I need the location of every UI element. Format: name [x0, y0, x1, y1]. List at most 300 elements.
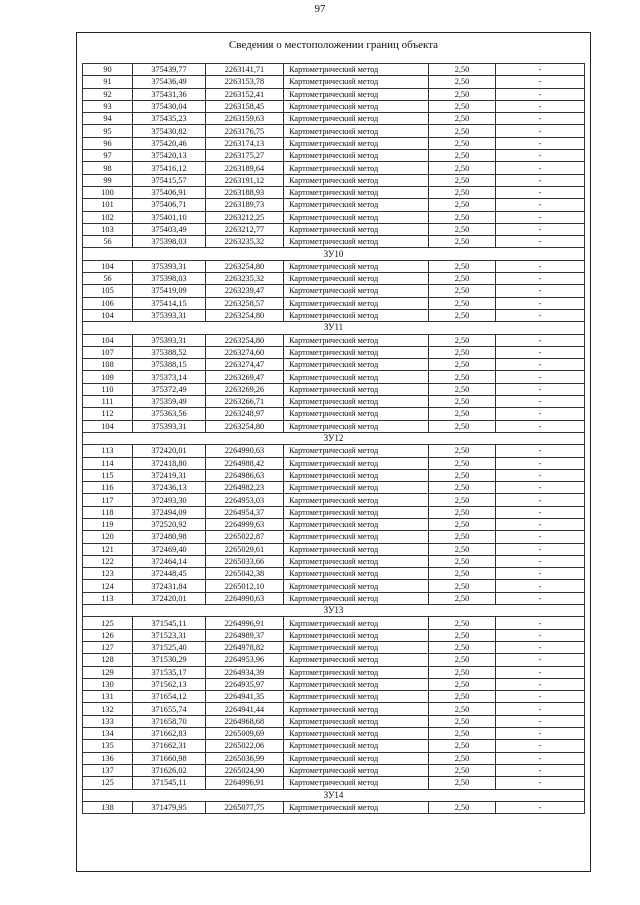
point-number-cell: 127 — [83, 641, 133, 653]
point-number-cell: 103 — [83, 223, 133, 235]
accuracy-cell: 2,50 — [429, 555, 496, 567]
accuracy-cell: 2,50 — [429, 113, 496, 125]
accuracy-cell: 2,50 — [429, 186, 496, 198]
table-row — [83, 334, 585, 346]
x-coordinate-cell: 372436,13 — [133, 482, 206, 494]
x-coordinate-cell: 375393,31 — [133, 260, 206, 272]
table-row — [83, 174, 585, 186]
point-number-cell: 92 — [83, 88, 133, 100]
point-number-cell: 133 — [83, 715, 133, 727]
table-row — [83, 555, 585, 567]
x-coordinate-cell: 375388,52 — [133, 346, 206, 358]
point-number-cell: 99 — [83, 174, 133, 186]
note-cell: - — [496, 445, 585, 457]
accuracy-cell: 2,50 — [429, 100, 496, 112]
table-row — [83, 445, 585, 457]
method-cell: Картометрический метод — [284, 715, 429, 727]
y-coordinate-cell: 2265024,90 — [206, 764, 284, 776]
method-cell: Картометрический метод — [284, 555, 429, 567]
table-row — [83, 273, 585, 285]
y-coordinate-cell: 2264990,63 — [206, 592, 284, 604]
section-label: ЗУ14 — [83, 789, 585, 801]
note-cell: - — [496, 629, 585, 641]
point-number-cell: 120 — [83, 531, 133, 543]
point-number-cell: 56 — [83, 236, 133, 248]
note-cell: - — [496, 494, 585, 506]
accuracy-cell: 2,50 — [429, 162, 496, 174]
note-cell: - — [496, 125, 585, 137]
note-cell: - — [496, 162, 585, 174]
y-coordinate-cell: 2265033,66 — [206, 555, 284, 567]
x-coordinate-cell: 375419,09 — [133, 285, 206, 297]
page-number: 97 — [314, 3, 326, 15]
table-row — [83, 740, 585, 752]
table-row — [83, 728, 585, 740]
y-coordinate-cell: 2264978,82 — [206, 641, 284, 653]
y-coordinate-cell: 2263258,57 — [206, 297, 284, 309]
method-cell: Картометрический метод — [284, 641, 429, 653]
table-row — [83, 309, 585, 321]
table-row — [83, 223, 585, 235]
point-number-cell: 96 — [83, 137, 133, 149]
accuracy-cell: 2,50 — [429, 64, 496, 76]
point-number-cell: 126 — [83, 629, 133, 641]
note-cell: - — [496, 76, 585, 88]
note-cell: - — [496, 371, 585, 383]
y-coordinate-cell: 2263174,13 — [206, 137, 284, 149]
accuracy-cell: 2,50 — [429, 764, 496, 776]
x-coordinate-cell: 371523,31 — [133, 629, 206, 641]
accuracy-cell: 2,50 — [429, 482, 496, 494]
note-cell: - — [496, 457, 585, 469]
x-coordinate-cell: 375420,13 — [133, 150, 206, 162]
x-coordinate-cell: 371479,95 — [133, 801, 206, 813]
x-coordinate-cell: 371545,11 — [133, 777, 206, 789]
y-coordinate-cell: 2263176,75 — [206, 125, 284, 137]
method-cell: Картометрический метод — [284, 199, 429, 211]
point-number-cell: 112 — [83, 408, 133, 420]
table-row — [83, 371, 585, 383]
note-cell: - — [496, 752, 585, 764]
method-cell: Картометрический метод — [284, 703, 429, 715]
table-row — [83, 752, 585, 764]
y-coordinate-cell: 2263152,41 — [206, 88, 284, 100]
y-coordinate-cell: 2263212,25 — [206, 211, 284, 223]
point-number-cell: 110 — [83, 383, 133, 395]
y-coordinate-cell: 2263235,32 — [206, 236, 284, 248]
note-cell: - — [496, 531, 585, 543]
y-coordinate-cell: 2263235,32 — [206, 273, 284, 285]
table-row — [83, 580, 585, 592]
note-cell: - — [496, 555, 585, 567]
method-cell: Картометрический метод — [284, 186, 429, 198]
point-number-cell: 123 — [83, 568, 133, 580]
x-coordinate-cell: 375406,71 — [133, 199, 206, 211]
note-cell: - — [496, 150, 585, 162]
point-number-cell: 93 — [83, 100, 133, 112]
point-number-cell: 102 — [83, 211, 133, 223]
accuracy-cell: 2,50 — [429, 715, 496, 727]
x-coordinate-cell: 372493,30 — [133, 494, 206, 506]
section-label: ЗУ10 — [83, 248, 585, 260]
point-number-cell: 56 — [83, 273, 133, 285]
table-row — [83, 764, 585, 776]
note-cell: - — [496, 678, 585, 690]
x-coordinate-cell: 371545,11 — [133, 617, 206, 629]
accuracy-cell: 2,50 — [429, 76, 496, 88]
section-label: ЗУ13 — [83, 605, 585, 617]
table-row — [83, 568, 585, 580]
y-coordinate-cell: 2264968,68 — [206, 715, 284, 727]
accuracy-cell: 2,50 — [429, 654, 496, 666]
note-cell: - — [496, 334, 585, 346]
x-coordinate-cell: 375403,49 — [133, 223, 206, 235]
accuracy-cell: 2,50 — [429, 150, 496, 162]
y-coordinate-cell: 2263188,93 — [206, 186, 284, 198]
note-cell: - — [496, 740, 585, 752]
point-number-cell: 131 — [83, 691, 133, 703]
y-coordinate-cell: 2263248,97 — [206, 408, 284, 420]
accuracy-cell: 2,50 — [429, 629, 496, 641]
note-cell: - — [496, 211, 585, 223]
accuracy-cell: 2,50 — [429, 703, 496, 715]
point-number-cell: 95 — [83, 125, 133, 137]
boundary-table-frame — [76, 32, 591, 872]
y-coordinate-cell: 2264953,03 — [206, 494, 284, 506]
y-coordinate-cell: 2263254,80 — [206, 334, 284, 346]
y-coordinate-cell: 2263254,80 — [206, 260, 284, 272]
point-number-cell: 100 — [83, 186, 133, 198]
table-row — [83, 617, 585, 629]
table-row — [83, 420, 585, 432]
accuracy-cell: 2,50 — [429, 801, 496, 813]
method-cell: Картометрический метод — [284, 88, 429, 100]
table-row — [83, 666, 585, 678]
accuracy-cell: 2,50 — [429, 396, 496, 408]
y-coordinate-cell: 2263269,26 — [206, 383, 284, 395]
table-row — [83, 457, 585, 469]
x-coordinate-cell: 372431,84 — [133, 580, 206, 592]
point-number-cell: 98 — [83, 162, 133, 174]
y-coordinate-cell: 2264941,35 — [206, 691, 284, 703]
note-cell: - — [496, 715, 585, 727]
table-row — [83, 629, 585, 641]
accuracy-cell: 2,50 — [429, 518, 496, 530]
table-row — [83, 76, 585, 88]
y-coordinate-cell: 2263141,71 — [206, 64, 284, 76]
point-number-cell: 94 — [83, 113, 133, 125]
x-coordinate-cell: 371662,83 — [133, 728, 206, 740]
y-coordinate-cell: 2265012,10 — [206, 580, 284, 592]
x-coordinate-cell: 375393,31 — [133, 309, 206, 321]
note-cell: - — [496, 408, 585, 420]
method-cell: Картометрический метод — [284, 728, 429, 740]
x-coordinate-cell: 372480,98 — [133, 531, 206, 543]
y-coordinate-cell: 2265022,87 — [206, 531, 284, 543]
method-cell: Картометрический метод — [284, 518, 429, 530]
note-cell: - — [496, 580, 585, 592]
y-coordinate-cell: 2265036,99 — [206, 752, 284, 764]
note-cell: - — [496, 137, 585, 149]
point-number-cell: 124 — [83, 580, 133, 592]
method-cell: Картометрический метод — [284, 469, 429, 481]
x-coordinate-cell: 372418,80 — [133, 457, 206, 469]
accuracy-cell: 2,50 — [429, 728, 496, 740]
point-number-cell: 91 — [83, 76, 133, 88]
note-cell: - — [496, 199, 585, 211]
point-number-cell: 107 — [83, 346, 133, 358]
accuracy-cell: 2,50 — [429, 371, 496, 383]
x-coordinate-cell: 375414,15 — [133, 297, 206, 309]
note-cell: - — [496, 469, 585, 481]
section-row — [83, 322, 585, 334]
note-cell: - — [496, 703, 585, 715]
y-coordinate-cell: 2264988,42 — [206, 457, 284, 469]
method-cell: Картометрический метод — [284, 100, 429, 112]
point-number-cell: 90 — [83, 64, 133, 76]
accuracy-cell: 2,50 — [429, 752, 496, 764]
point-number-cell: 108 — [83, 359, 133, 371]
method-cell: Картометрический метод — [284, 580, 429, 592]
method-cell: Картометрический метод — [284, 666, 429, 678]
table-row — [83, 641, 585, 653]
table-title: Сведения о местоположении границ объекта — [228, 39, 439, 51]
x-coordinate-cell: 372469,40 — [133, 543, 206, 555]
point-number-cell: 128 — [83, 654, 133, 666]
method-cell: Картометрический метод — [284, 297, 429, 309]
x-coordinate-cell: 372419,31 — [133, 469, 206, 481]
x-coordinate-cell: 372420,01 — [133, 592, 206, 604]
method-cell: Картометрический метод — [284, 309, 429, 321]
note-cell: - — [496, 543, 585, 555]
point-number-cell: 97 — [83, 150, 133, 162]
table-row — [83, 531, 585, 543]
section-row — [83, 789, 585, 801]
point-number-cell: 105 — [83, 285, 133, 297]
note-cell: - — [496, 285, 585, 297]
note-cell: - — [496, 691, 585, 703]
y-coordinate-cell: 2263175,27 — [206, 150, 284, 162]
note-cell: - — [496, 260, 585, 272]
y-coordinate-cell: 2265022,06 — [206, 740, 284, 752]
table-row — [83, 518, 585, 530]
note-cell: - — [496, 223, 585, 235]
table-row — [83, 592, 585, 604]
table-row — [83, 186, 585, 198]
method-cell: Картометрический метод — [284, 506, 429, 518]
method-cell: Картометрический метод — [284, 273, 429, 285]
table-row — [83, 801, 585, 813]
point-number-cell: 121 — [83, 543, 133, 555]
method-cell: Картометрический метод — [284, 457, 429, 469]
method-cell: Картометрический метод — [284, 125, 429, 137]
accuracy-cell: 2,50 — [429, 359, 496, 371]
x-coordinate-cell: 375430,04 — [133, 100, 206, 112]
note-cell: - — [496, 113, 585, 125]
accuracy-cell: 2,50 — [429, 137, 496, 149]
y-coordinate-cell: 2263153,78 — [206, 76, 284, 88]
y-coordinate-cell: 2265077,75 — [206, 801, 284, 813]
x-coordinate-cell: 375420,46 — [133, 137, 206, 149]
accuracy-cell: 2,50 — [429, 236, 496, 248]
method-cell: Картометрический метод — [284, 383, 429, 395]
note-cell: - — [496, 654, 585, 666]
accuracy-cell: 2,50 — [429, 346, 496, 358]
x-coordinate-cell: 371654,12 — [133, 691, 206, 703]
method-cell: Картометрический метод — [284, 752, 429, 764]
section-row — [83, 432, 585, 444]
table-row — [83, 113, 585, 125]
method-cell: Картометрический метод — [284, 396, 429, 408]
point-number-cell: 106 — [83, 297, 133, 309]
accuracy-cell: 2,50 — [429, 531, 496, 543]
method-cell: Картометрический метод — [284, 64, 429, 76]
x-coordinate-cell: 375416,12 — [133, 162, 206, 174]
point-number-cell: 135 — [83, 740, 133, 752]
table-row — [83, 383, 585, 395]
note-cell: - — [496, 236, 585, 248]
method-cell: Картометрический метод — [284, 654, 429, 666]
note-cell: - — [496, 64, 585, 76]
y-coordinate-cell: 2264996,91 — [206, 777, 284, 789]
table-row — [83, 494, 585, 506]
x-coordinate-cell: 375398,03 — [133, 236, 206, 248]
table-row — [83, 100, 585, 112]
accuracy-cell: 2,50 — [429, 408, 496, 420]
note-cell: - — [496, 186, 585, 198]
note-cell: - — [496, 518, 585, 530]
x-coordinate-cell: 375435,23 — [133, 113, 206, 125]
method-cell: Картометрический метод — [284, 445, 429, 457]
method-cell: Картометрический метод — [284, 334, 429, 346]
note-cell: - — [496, 346, 585, 358]
method-cell: Картометрический метод — [284, 76, 429, 88]
point-number-cell: 132 — [83, 703, 133, 715]
method-cell: Картометрический метод — [284, 629, 429, 641]
x-coordinate-cell: 375431,36 — [133, 88, 206, 100]
y-coordinate-cell: 2263274,60 — [206, 346, 284, 358]
y-coordinate-cell: 2263158,45 — [206, 100, 284, 112]
section-row — [83, 248, 585, 260]
method-cell: Картометрический метод — [284, 543, 429, 555]
x-coordinate-cell: 371562,13 — [133, 678, 206, 690]
point-number-cell: 134 — [83, 728, 133, 740]
accuracy-cell: 2,50 — [429, 469, 496, 481]
note-cell: - — [496, 359, 585, 371]
method-cell: Картометрический метод — [284, 691, 429, 703]
point-number-cell: 125 — [83, 617, 133, 629]
method-cell: Картометрический метод — [284, 801, 429, 813]
accuracy-cell: 2,50 — [429, 506, 496, 518]
table-row — [83, 236, 585, 248]
y-coordinate-cell: 2264941,44 — [206, 703, 284, 715]
method-cell: Картометрический метод — [284, 777, 429, 789]
x-coordinate-cell: 375436,49 — [133, 76, 206, 88]
accuracy-cell: 2,50 — [429, 88, 496, 100]
table-row — [83, 703, 585, 715]
x-coordinate-cell: 375415,57 — [133, 174, 206, 186]
point-number-cell: 115 — [83, 469, 133, 481]
y-coordinate-cell: 2264982,23 — [206, 482, 284, 494]
y-coordinate-cell: 2264934,39 — [206, 666, 284, 678]
y-coordinate-cell: 2265009,69 — [206, 728, 284, 740]
y-coordinate-cell: 2264989,37 — [206, 629, 284, 641]
table-row — [83, 64, 585, 76]
method-cell: Картометрический метод — [284, 285, 429, 297]
y-coordinate-cell: 2263266,71 — [206, 396, 284, 408]
x-coordinate-cell: 375372,49 — [133, 383, 206, 395]
x-coordinate-cell: 371658,70 — [133, 715, 206, 727]
note-cell: - — [496, 396, 585, 408]
point-number-cell: 122 — [83, 555, 133, 567]
method-cell: Картометрический метод — [284, 617, 429, 629]
table-row — [83, 162, 585, 174]
y-coordinate-cell: 2263212,77 — [206, 223, 284, 235]
table-row — [83, 482, 585, 494]
x-coordinate-cell: 372464,14 — [133, 555, 206, 567]
x-coordinate-cell: 371525,40 — [133, 641, 206, 653]
accuracy-cell: 2,50 — [429, 494, 496, 506]
point-number-cell: 104 — [83, 260, 133, 272]
y-coordinate-cell: 2263269,47 — [206, 371, 284, 383]
accuracy-cell: 2,50 — [429, 617, 496, 629]
x-coordinate-cell: 375388,15 — [133, 359, 206, 371]
x-coordinate-cell: 375393,31 — [133, 420, 206, 432]
method-cell: Картометрический метод — [284, 174, 429, 186]
x-coordinate-cell: 371662,31 — [133, 740, 206, 752]
method-cell: Картометрический метод — [284, 223, 429, 235]
accuracy-cell: 2,50 — [429, 580, 496, 592]
method-cell: Картометрический метод — [284, 420, 429, 432]
method-cell: Картометрический метод — [284, 137, 429, 149]
accuracy-cell: 2,50 — [429, 592, 496, 604]
accuracy-cell: 2,50 — [429, 273, 496, 285]
method-cell: Картометрический метод — [284, 260, 429, 272]
point-number-cell: 138 — [83, 801, 133, 813]
note-cell: - — [496, 88, 585, 100]
accuracy-cell: 2,50 — [429, 125, 496, 137]
accuracy-cell: 2,50 — [429, 199, 496, 211]
method-cell: Картометрический метод — [284, 592, 429, 604]
table-row — [83, 346, 585, 358]
x-coordinate-cell: 371535,17 — [133, 666, 206, 678]
accuracy-cell: 2,50 — [429, 691, 496, 703]
x-coordinate-cell: 371655,74 — [133, 703, 206, 715]
accuracy-cell: 2,50 — [429, 285, 496, 297]
x-coordinate-cell: 371660,98 — [133, 752, 206, 764]
accuracy-cell: 2,50 — [429, 420, 496, 432]
x-coordinate-cell: 372520,92 — [133, 518, 206, 530]
method-cell: Картометрический метод — [284, 531, 429, 543]
method-cell: Картометрический метод — [284, 150, 429, 162]
method-cell: Картометрический метод — [284, 568, 429, 580]
method-cell: Картометрический метод — [284, 482, 429, 494]
table-row — [83, 88, 585, 100]
point-number-cell: 116 — [83, 482, 133, 494]
accuracy-cell: 2,50 — [429, 383, 496, 395]
table-row — [83, 137, 585, 149]
method-cell: Картометрический метод — [284, 211, 429, 223]
x-coordinate-cell: 371626,02 — [133, 764, 206, 776]
accuracy-cell: 2,50 — [429, 334, 496, 346]
accuracy-cell: 2,50 — [429, 297, 496, 309]
table-row — [83, 199, 585, 211]
point-number-cell: 119 — [83, 518, 133, 530]
method-cell: Картометрический метод — [284, 113, 429, 125]
method-cell: Картометрический метод — [284, 408, 429, 420]
method-cell: Картометрический метод — [284, 678, 429, 690]
accuracy-cell: 2,50 — [429, 543, 496, 555]
